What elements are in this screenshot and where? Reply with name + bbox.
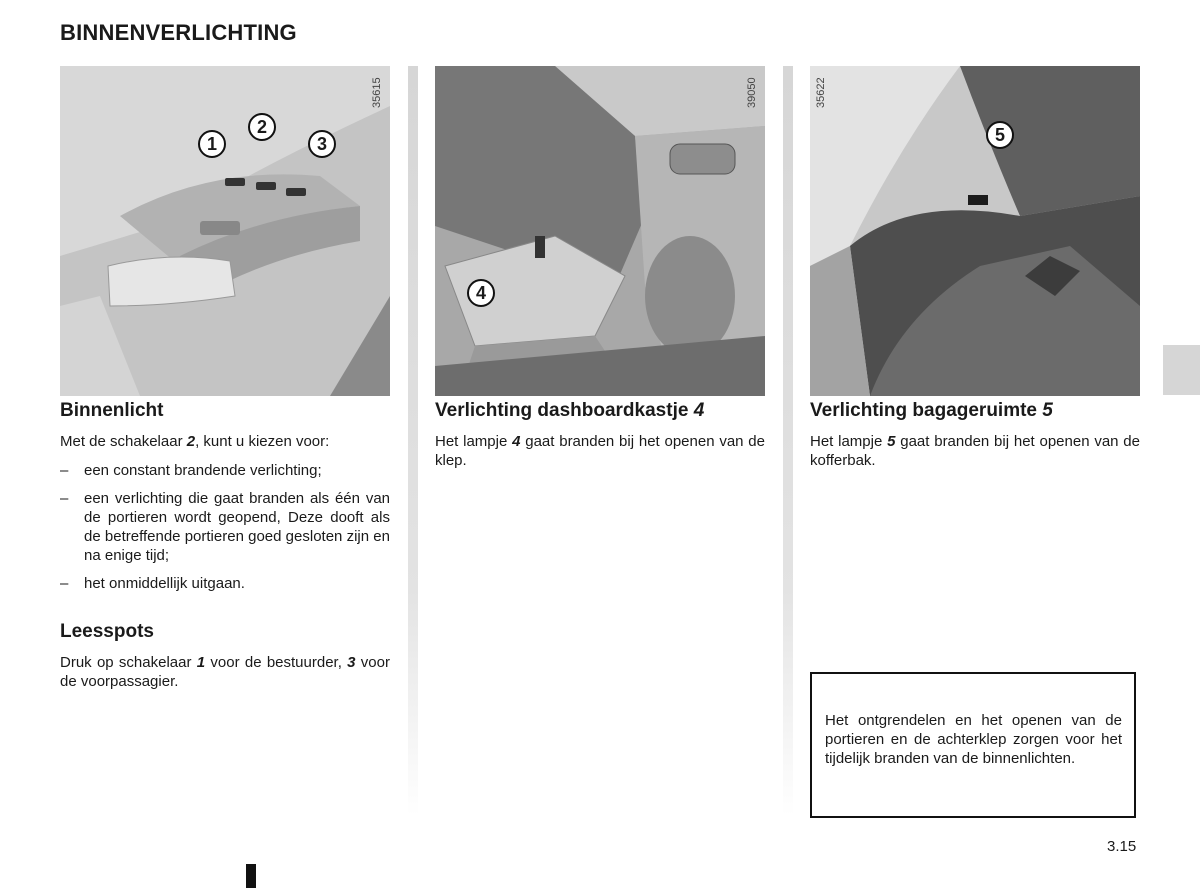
callout-2: 2	[248, 113, 276, 141]
column-2-text	[435, 400, 765, 470]
bagage-text: Het lampje 5 gaat branden bij het openen van de kofferbak.	[810, 433, 1140, 469]
column-divider	[408, 66, 418, 816]
ceiling-console-illustration	[60, 66, 390, 396]
column-3-text	[810, 400, 1140, 470]
callout-3: 3	[308, 130, 336, 158]
image-ref-code: 39050	[746, 77, 758, 108]
print-marker	[246, 864, 256, 888]
binnenlicht-options-list	[60, 461, 390, 593]
binnenlicht-intro: Met de schakelaar 2, kunt u kiezen voor:	[60, 433, 330, 450]
list-item: – een constant brandende verlichting;	[60, 461, 390, 480]
image-ref-code: 35615	[371, 77, 383, 108]
glovebox-illustration	[435, 66, 765, 396]
column-1-text	[60, 400, 390, 691]
chapter-tab	[1163, 345, 1200, 395]
image-ref-code: 35622	[815, 77, 827, 108]
note-text: Het ontgrendelen en het openen van de portieren en de achterklep zorgen voor het tijdelijk branden van de binnenlichten.	[825, 712, 1122, 767]
page-title: BINNENVERLICHTING	[60, 20, 297, 45]
note-box	[810, 672, 1136, 818]
leesspots-text: Druk op schakelaar 1 voor de bestuurder, 3 voor de voorpassagier.	[60, 654, 390, 690]
list-item: – het onmiddellijk uitgaan.	[60, 574, 390, 593]
luggage-compartment-illustration	[810, 66, 1140, 396]
list-item: – een verlichting die gaat branden als één van de portieren wordt geopend, Deze dooft als de betreffende portieren goed gesloten zijn en na enige tijd;	[60, 489, 390, 565]
callout-5: 5	[986, 121, 1014, 149]
column-divider	[783, 66, 793, 816]
section-title-binnenlicht: Binnenlicht	[60, 400, 164, 421]
page-number: 3.15	[1107, 838, 1137, 855]
section-title-leesspots: Leesspots	[60, 621, 154, 642]
section-title-dashboard: Verlichting dashboardkastje 4	[435, 400, 705, 421]
callout-1: 1	[198, 130, 226, 158]
callout-4: 4	[467, 279, 495, 307]
section-title-bagage: Verlichting bagageruimte 5	[810, 400, 1053, 421]
dashboard-text: Het lampje 4 gaat branden bij het openen van de klep.	[435, 433, 765, 469]
